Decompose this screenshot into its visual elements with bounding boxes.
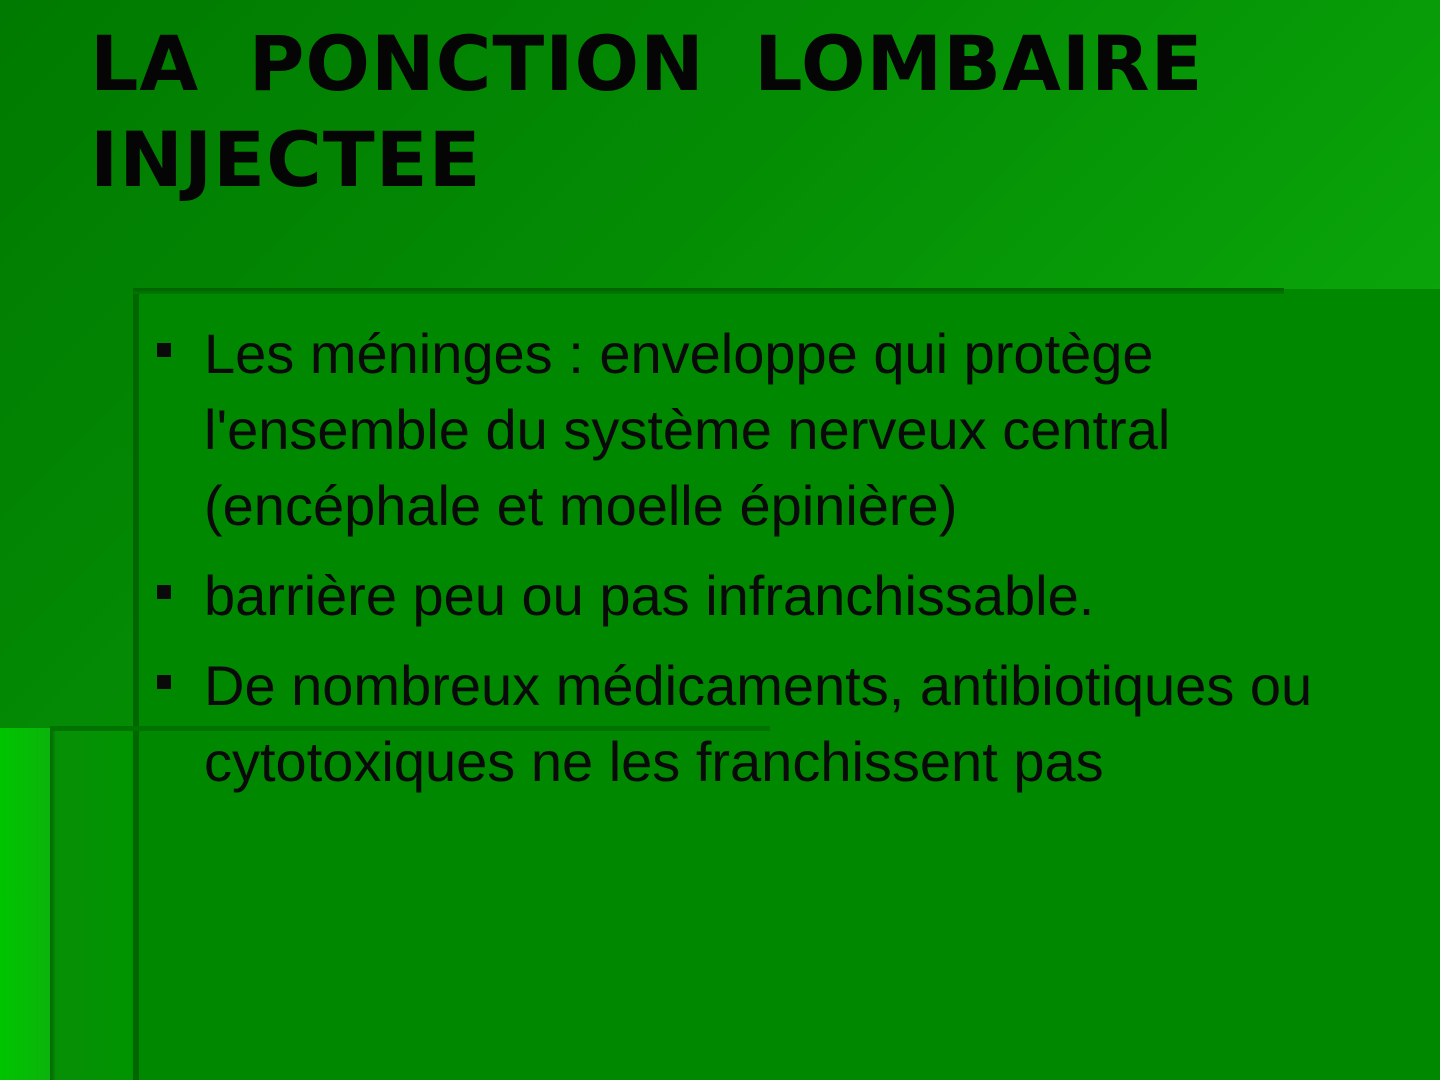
bullet-item-barriere	[150, 558, 1400, 634]
bullet-list	[150, 316, 1400, 814]
square-bullet-icon	[157, 585, 171, 599]
bullet-text-medicaments: De nombreux médicaments, antibiotiques ou cytotoxiques ne les franchissent pas	[204, 654, 1313, 793]
bullet-item-meninges	[150, 316, 1400, 544]
bullet-item-medicaments	[150, 648, 1400, 800]
panel-top-divider	[133, 288, 1284, 294]
square-bullet-icon	[157, 343, 171, 357]
bullet-text-meninges: Les méninges : enveloppe qui protège l'ensemble du système nerveux central (encéphale et moelle épinière)	[204, 322, 1171, 537]
square-bullet-icon	[157, 675, 171, 689]
slide-title: LA PONCTION LOMBAIRE INJECTEE	[90, 19, 1204, 204]
bullet-text-barriere: barrière peu ou pas infranchissable.	[204, 564, 1095, 627]
background-left-edge	[50, 728, 56, 1080]
